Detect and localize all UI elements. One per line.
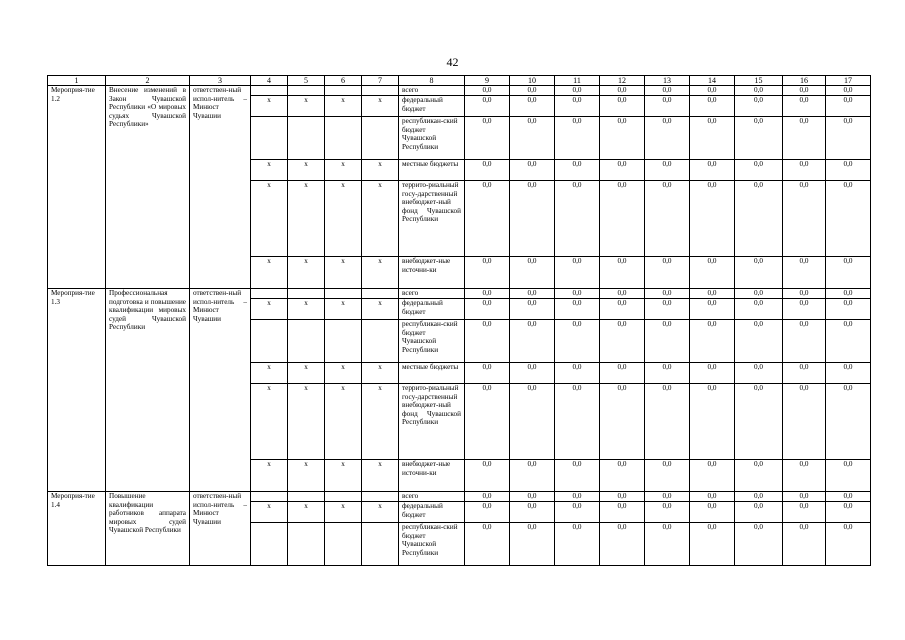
x-mark: x	[251, 181, 288, 257]
amount-cell: 0,0	[600, 523, 645, 566]
amount-cell: 0,0	[690, 320, 735, 363]
amount-cell: 0,0	[555, 502, 600, 523]
x-mark: x	[362, 96, 399, 117]
funding-source: республикан-ский бюджет Чувашской Республики	[399, 320, 465, 363]
funding-source: местные бюджеты	[399, 363, 465, 384]
amount-cell: 0,0	[600, 299, 645, 320]
amount-cell: 0,0	[690, 299, 735, 320]
x-mark: x	[325, 502, 362, 523]
header-cell: 17	[826, 76, 871, 86]
amount-cell: 0,0	[465, 363, 510, 384]
amount-cell: 0,0	[690, 160, 735, 181]
amount-cell: 0,0	[555, 289, 600, 299]
amount-cell: 0,0	[510, 96, 555, 117]
amount-cell: 0,0	[465, 502, 510, 523]
amount-cell: 0,0	[555, 181, 600, 257]
x-mark: x	[288, 502, 325, 523]
x-mark: x	[288, 363, 325, 384]
header-cell: 15	[735, 76, 783, 86]
amount-cell: 0,0	[735, 502, 783, 523]
measure-name: Внесение изменений в Закон Чувашской Республики «О мировых судьях Чувашской Республики»	[106, 86, 190, 289]
amount-cell: 0,0	[510, 86, 555, 96]
x-mark: x	[288, 96, 325, 117]
funding-source: всего	[399, 86, 465, 96]
amount-cell: 0,0	[826, 460, 871, 492]
empty-code-cell	[325, 86, 362, 96]
amount-cell: 0,0	[690, 384, 735, 460]
amount-cell: 0,0	[826, 289, 871, 299]
amount-cell: 0,0	[645, 460, 690, 492]
amount-cell: 0,0	[555, 363, 600, 384]
x-mark: x	[325, 363, 362, 384]
amount-cell: 0,0	[510, 289, 555, 299]
amount-cell: 0,0	[783, 320, 826, 363]
amount-cell: 0,0	[555, 96, 600, 117]
amount-cell: 0,0	[690, 86, 735, 96]
measure-id: Мероприя-тие 1.4	[48, 492, 106, 566]
amount-cell: 0,0	[735, 86, 783, 96]
header-cell: 8	[399, 76, 465, 86]
amount-cell: 0,0	[465, 299, 510, 320]
x-mark: x	[288, 181, 325, 257]
amount-cell: 0,0	[690, 96, 735, 117]
amount-cell: 0,0	[826, 96, 871, 117]
budget-table	[47, 75, 871, 566]
empty-code-cell	[325, 523, 362, 566]
amount-cell: 0,0	[510, 160, 555, 181]
x-mark: x	[362, 257, 399, 289]
empty-code-cell	[362, 289, 399, 299]
x-mark: x	[362, 384, 399, 460]
empty-code-cell	[288, 523, 325, 566]
amount-cell: 0,0	[600, 181, 645, 257]
header-cell: 9	[465, 76, 510, 86]
funding-source: республикан-ский бюджет Чувашской Республики	[399, 117, 465, 160]
empty-code-cell	[325, 289, 362, 299]
amount-cell: 0,0	[645, 384, 690, 460]
x-mark: x	[362, 502, 399, 523]
amount-cell: 0,0	[600, 384, 645, 460]
amount-cell: 0,0	[600, 117, 645, 160]
amount-cell: 0,0	[826, 492, 871, 502]
amount-cell: 0,0	[735, 299, 783, 320]
amount-cell: 0,0	[465, 384, 510, 460]
amount-cell: 0,0	[735, 363, 783, 384]
amount-cell: 0,0	[826, 523, 871, 566]
empty-code-cell	[251, 86, 288, 96]
amount-cell: 0,0	[690, 502, 735, 523]
x-mark: x	[251, 299, 288, 320]
amount-cell: 0,0	[465, 320, 510, 363]
amount-cell: 0,0	[735, 320, 783, 363]
amount-cell: 0,0	[600, 502, 645, 523]
amount-cell: 0,0	[783, 160, 826, 181]
amount-cell: 0,0	[555, 299, 600, 320]
amount-cell: 0,0	[735, 492, 783, 502]
funding-source: федеральный бюджет	[399, 299, 465, 320]
amount-cell: 0,0	[645, 86, 690, 96]
amount-cell: 0,0	[600, 86, 645, 96]
amount-cell: 0,0	[783, 460, 826, 492]
empty-code-cell	[288, 289, 325, 299]
amount-cell: 0,0	[600, 492, 645, 502]
header-cell: 14	[690, 76, 735, 86]
header-cell: 5	[288, 76, 325, 86]
x-mark: x	[288, 384, 325, 460]
amount-cell: 0,0	[826, 160, 871, 181]
amount-cell: 0,0	[826, 384, 871, 460]
amount-cell: 0,0	[645, 181, 690, 257]
empty-code-cell	[362, 320, 399, 363]
x-mark: x	[325, 96, 362, 117]
amount-cell: 0,0	[783, 117, 826, 160]
x-mark: x	[362, 460, 399, 492]
funding-source: внебюджет-ные источни-ки	[399, 257, 465, 289]
amount-cell: 0,0	[465, 289, 510, 299]
amount-cell: 0,0	[465, 257, 510, 289]
funding-source: террито-риальный госу-дарственный внебюджет-ный фонд Чувашской Республики	[399, 384, 465, 460]
amount-cell: 0,0	[465, 96, 510, 117]
measure-executor: ответствен-ный испол-нитель – Минюст Чувашии	[190, 492, 251, 566]
table-row	[48, 492, 871, 502]
funding-source: всего	[399, 492, 465, 502]
amount-cell: 0,0	[826, 320, 871, 363]
empty-code-cell	[325, 320, 362, 363]
x-mark: x	[325, 384, 362, 460]
amount-cell: 0,0	[465, 117, 510, 160]
empty-code-cell	[362, 492, 399, 502]
amount-cell: 0,0	[600, 257, 645, 289]
amount-cell: 0,0	[690, 492, 735, 502]
amount-cell: 0,0	[783, 299, 826, 320]
amount-cell: 0,0	[783, 181, 826, 257]
amount-cell: 0,0	[826, 502, 871, 523]
amount-cell: 0,0	[735, 523, 783, 566]
amount-cell: 0,0	[783, 384, 826, 460]
amount-cell: 0,0	[645, 363, 690, 384]
x-mark: x	[251, 160, 288, 181]
header-cell: 11	[555, 76, 600, 86]
x-mark: x	[251, 460, 288, 492]
amount-cell: 0,0	[826, 86, 871, 96]
amount-cell: 0,0	[510, 384, 555, 460]
funding-source: террито-риальный госу-дарственный внебюджет-ный фонд Чувашской Республики	[399, 181, 465, 257]
empty-code-cell	[362, 523, 399, 566]
amount-cell: 0,0	[783, 96, 826, 117]
amount-cell: 0,0	[826, 299, 871, 320]
table-row	[48, 289, 871, 299]
amount-cell: 0,0	[690, 523, 735, 566]
amount-cell: 0,0	[510, 492, 555, 502]
amount-cell: 0,0	[600, 363, 645, 384]
amount-cell: 0,0	[783, 502, 826, 523]
x-mark: x	[362, 160, 399, 181]
amount-cell: 0,0	[783, 523, 826, 566]
amount-cell: 0,0	[510, 299, 555, 320]
amount-cell: 0,0	[600, 96, 645, 117]
x-mark: x	[325, 257, 362, 289]
x-mark: x	[288, 460, 325, 492]
header-cell: 6	[325, 76, 362, 86]
x-mark: x	[288, 257, 325, 289]
amount-cell: 0,0	[555, 160, 600, 181]
x-mark: x	[362, 181, 399, 257]
x-mark: x	[288, 299, 325, 320]
amount-cell: 0,0	[510, 460, 555, 492]
empty-code-cell	[362, 117, 399, 160]
amount-cell: 0,0	[465, 523, 510, 566]
funding-source: местные бюджеты	[399, 160, 465, 181]
empty-code-cell	[325, 492, 362, 502]
amount-cell: 0,0	[645, 523, 690, 566]
amount-cell: 0,0	[735, 460, 783, 492]
amount-cell: 0,0	[555, 384, 600, 460]
x-mark: x	[251, 384, 288, 460]
x-mark: x	[362, 299, 399, 320]
amount-cell: 0,0	[465, 160, 510, 181]
amount-cell: 0,0	[645, 160, 690, 181]
x-mark: x	[251, 363, 288, 384]
x-mark: x	[325, 460, 362, 492]
header-cell: 16	[783, 76, 826, 86]
amount-cell: 0,0	[555, 523, 600, 566]
measure-executor: ответствен-ный испол-нитель – Минюст Чувашии	[190, 86, 251, 289]
amount-cell: 0,0	[826, 181, 871, 257]
amount-cell: 0,0	[645, 257, 690, 289]
amount-cell: 0,0	[690, 289, 735, 299]
amount-cell: 0,0	[826, 257, 871, 289]
measure-name: Повышение квалификации работников аппарата мировых судей Чувашской Республики	[106, 492, 190, 566]
amount-cell: 0,0	[735, 384, 783, 460]
amount-cell: 0,0	[555, 492, 600, 502]
amount-cell: 0,0	[690, 117, 735, 160]
header-cell: 12	[600, 76, 645, 86]
empty-code-cell	[325, 117, 362, 160]
measure-executor: ответствен-ный испол-нитель – Минюст Чувашии	[190, 289, 251, 492]
header-cell: 2	[106, 76, 190, 86]
empty-code-cell	[251, 492, 288, 502]
amount-cell: 0,0	[826, 363, 871, 384]
empty-code-cell	[288, 320, 325, 363]
amount-cell: 0,0	[645, 492, 690, 502]
amount-cell: 0,0	[510, 363, 555, 384]
amount-cell: 0,0	[510, 320, 555, 363]
x-mark: x	[325, 181, 362, 257]
amount-cell: 0,0	[510, 181, 555, 257]
amount-cell: 0,0	[645, 117, 690, 160]
amount-cell: 0,0	[735, 181, 783, 257]
amount-cell: 0,0	[555, 117, 600, 160]
amount-cell: 0,0	[510, 523, 555, 566]
empty-code-cell	[288, 492, 325, 502]
empty-code-cell	[288, 86, 325, 96]
header-cell: 7	[362, 76, 399, 86]
amount-cell: 0,0	[690, 460, 735, 492]
amount-cell: 0,0	[510, 257, 555, 289]
funding-source: федеральный бюджет	[399, 96, 465, 117]
amount-cell: 0,0	[783, 86, 826, 96]
table-row	[48, 86, 871, 96]
funding-source: внебюджет-ные источни-ки	[399, 460, 465, 492]
amount-cell: 0,0	[783, 363, 826, 384]
x-mark: x	[362, 363, 399, 384]
amount-cell: 0,0	[826, 117, 871, 160]
amount-cell: 0,0	[465, 460, 510, 492]
amount-cell: 0,0	[465, 492, 510, 502]
measure-id: Мероприя-тие 1.3	[48, 289, 106, 492]
x-mark: x	[251, 502, 288, 523]
header-cell: 1	[48, 76, 106, 86]
page-number: 42	[446, 55, 459, 69]
amount-cell: 0,0	[690, 181, 735, 257]
amount-cell: 0,0	[735, 289, 783, 299]
amount-cell: 0,0	[645, 502, 690, 523]
x-mark: x	[325, 299, 362, 320]
amount-cell: 0,0	[645, 289, 690, 299]
amount-cell: 0,0	[735, 96, 783, 117]
amount-cell: 0,0	[555, 320, 600, 363]
amount-cell: 0,0	[600, 320, 645, 363]
amount-cell: 0,0	[645, 320, 690, 363]
funding-source: федеральный бюджет	[399, 502, 465, 523]
measure-id: Мероприя-тие 1.2	[48, 86, 106, 289]
amount-cell: 0,0	[555, 86, 600, 96]
amount-cell: 0,0	[735, 160, 783, 181]
amount-cell: 0,0	[510, 117, 555, 160]
amount-cell: 0,0	[645, 96, 690, 117]
header-cell: 13	[645, 76, 690, 86]
amount-cell: 0,0	[555, 460, 600, 492]
amount-cell: 0,0	[783, 257, 826, 289]
amount-cell: 0,0	[600, 160, 645, 181]
amount-cell: 0,0	[735, 257, 783, 289]
amount-cell: 0,0	[555, 257, 600, 289]
empty-code-cell	[251, 523, 288, 566]
amount-cell: 0,0	[510, 502, 555, 523]
amount-cell: 0,0	[465, 181, 510, 257]
empty-code-cell	[362, 86, 399, 96]
header-cell: 3	[190, 76, 251, 86]
header-row	[48, 76, 871, 86]
header-cell: 10	[510, 76, 555, 86]
amount-cell: 0,0	[645, 299, 690, 320]
empty-code-cell	[288, 117, 325, 160]
funding-source: республикан-ский бюджет Чувашской Республики	[399, 523, 465, 566]
amount-cell: 0,0	[735, 117, 783, 160]
empty-code-cell	[251, 289, 288, 299]
x-mark: x	[288, 160, 325, 181]
amount-cell: 0,0	[600, 289, 645, 299]
header-cell: 4	[251, 76, 288, 86]
x-mark: x	[325, 160, 362, 181]
x-mark: x	[251, 96, 288, 117]
x-mark: x	[251, 257, 288, 289]
empty-code-cell	[251, 117, 288, 160]
funding-source: всего	[399, 289, 465, 299]
amount-cell: 0,0	[690, 257, 735, 289]
amount-cell: 0,0	[465, 86, 510, 96]
empty-code-cell	[251, 320, 288, 363]
amount-cell: 0,0	[690, 363, 735, 384]
amount-cell: 0,0	[783, 492, 826, 502]
measure-name: Профессиональная подготовка и повышение квалификации мировых судей Чувашской Республики	[106, 289, 190, 492]
amount-cell: 0,0	[600, 460, 645, 492]
amount-cell: 0,0	[783, 289, 826, 299]
